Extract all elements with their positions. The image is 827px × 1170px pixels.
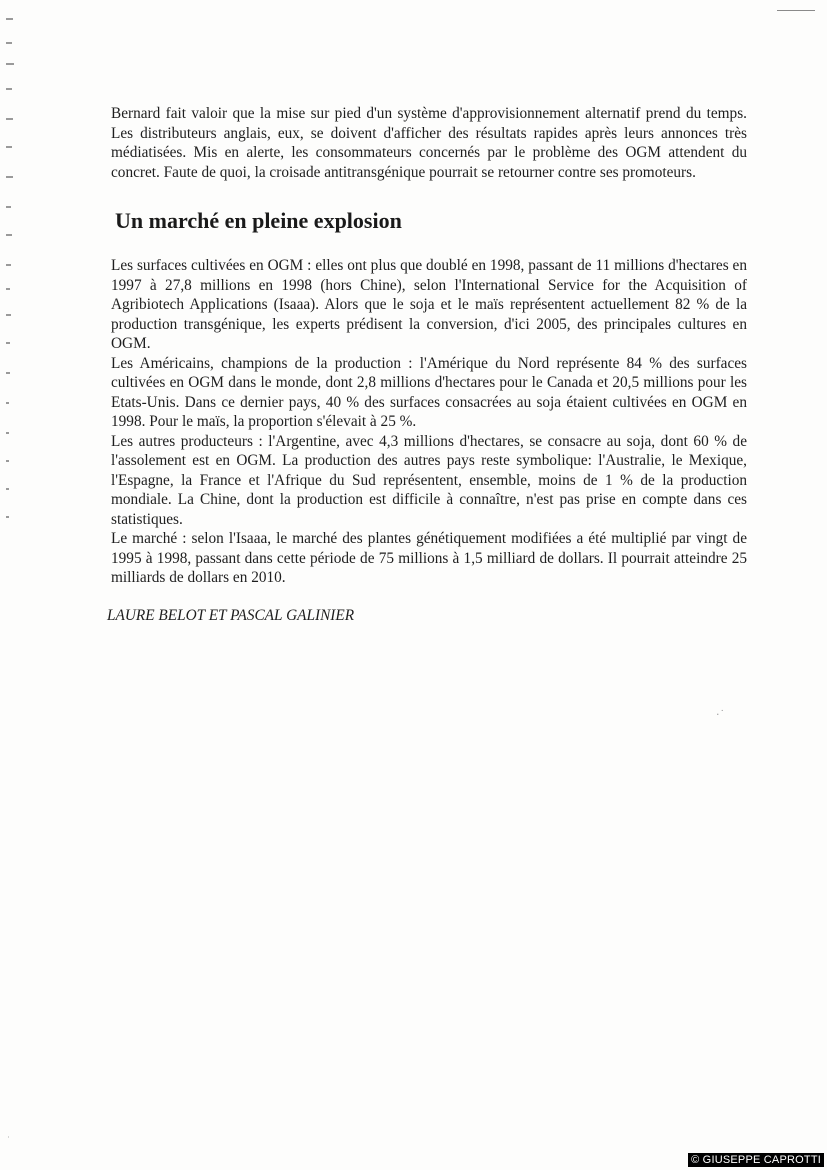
scan-speck-corner: ˙ [6,1136,11,1147]
paragraph-surfaces: Les surfaces cultivées en OGM : elles ont plus que doublé en 1998, passant de 11 millions d'hectares en 1997 à 27,8 millions en 1998 (hors Chine), selon l'International Service for the Acquisition of Agribiotech Applications (Isaaa). Alors que le soja et le maïs représentent actuellement 82 % de la production transgénique, les experts prédisent la conversion, d'ici 2005, des principales cultures en OGM. [111,257,747,352]
margin-punch-marks [6,18,18,538]
article-body [111,256,747,588]
article-content [107,104,747,625]
paragraph-autres-producteurs: Les autres producteurs : l'Argentine, avec 4,3 millions d'hectares, se consacre au soja, dont 60 % de l'assolement est en OGM. La production des autres pays reste symbolique: l'Australie, le Mexique, l'Espagne, la France et l'Afrique du Sud représentent, ensemble, moins de 1 % de la production mondiale. La Chine, dont la production est difficile à connaître, n'est pas prise en compte dans ces statistiques. [111,432,747,528]
paragraph-americains: Les Américains, champions de la production : l'Amérique du Nord représente 84 % des surfaces cultivées en OGM dans le monde, dont 2,8 millions d'hectares pour le Canada et 20,5 millions pour les Etats-Unis. Dans ce dernier pays, 40 % des surfaces consacrées au soja étaient cultivées en OGM en 1998. Pour le maïs, la proportion s'élevait à 25 %. [111,354,747,430]
paragraph-marche: Le marché : selon l'Isaaa, le marché des plantes génétiquement modifiées a été multiplié par vingt de 1995 à 1998, passant dans cette période de 75 millions à 1,5 milliard de dollars. Il pourrait atteindre 25 milliards de dollars en 2010. [111,530,747,586]
scan-speck: ·˙ [716,708,725,721]
section-heading: Un marché en pleine explosion [115,208,402,233]
copyright-watermark: © GIUSEPPE CAPROTTI [688,1153,824,1167]
intro-paragraph: Bernard fait valoir que la mise sur pied d'un système d'approvisionnement alternatif prend du temps. Les distributeurs anglais, eux, se doivent d'afficher des résultats rapides après leurs annonces très médiatisées. Mis en alerte, les consommateurs concernés par le problème des OGM attendent du concret. Faute de quoi, la croisade antitransgénique pourrait se retourner contre ses promoteurs. [111,105,747,181]
author-byline: LAURE BELOT ET PASCAL GALINIER [107,606,355,624]
scan-edge-line [777,10,815,11]
